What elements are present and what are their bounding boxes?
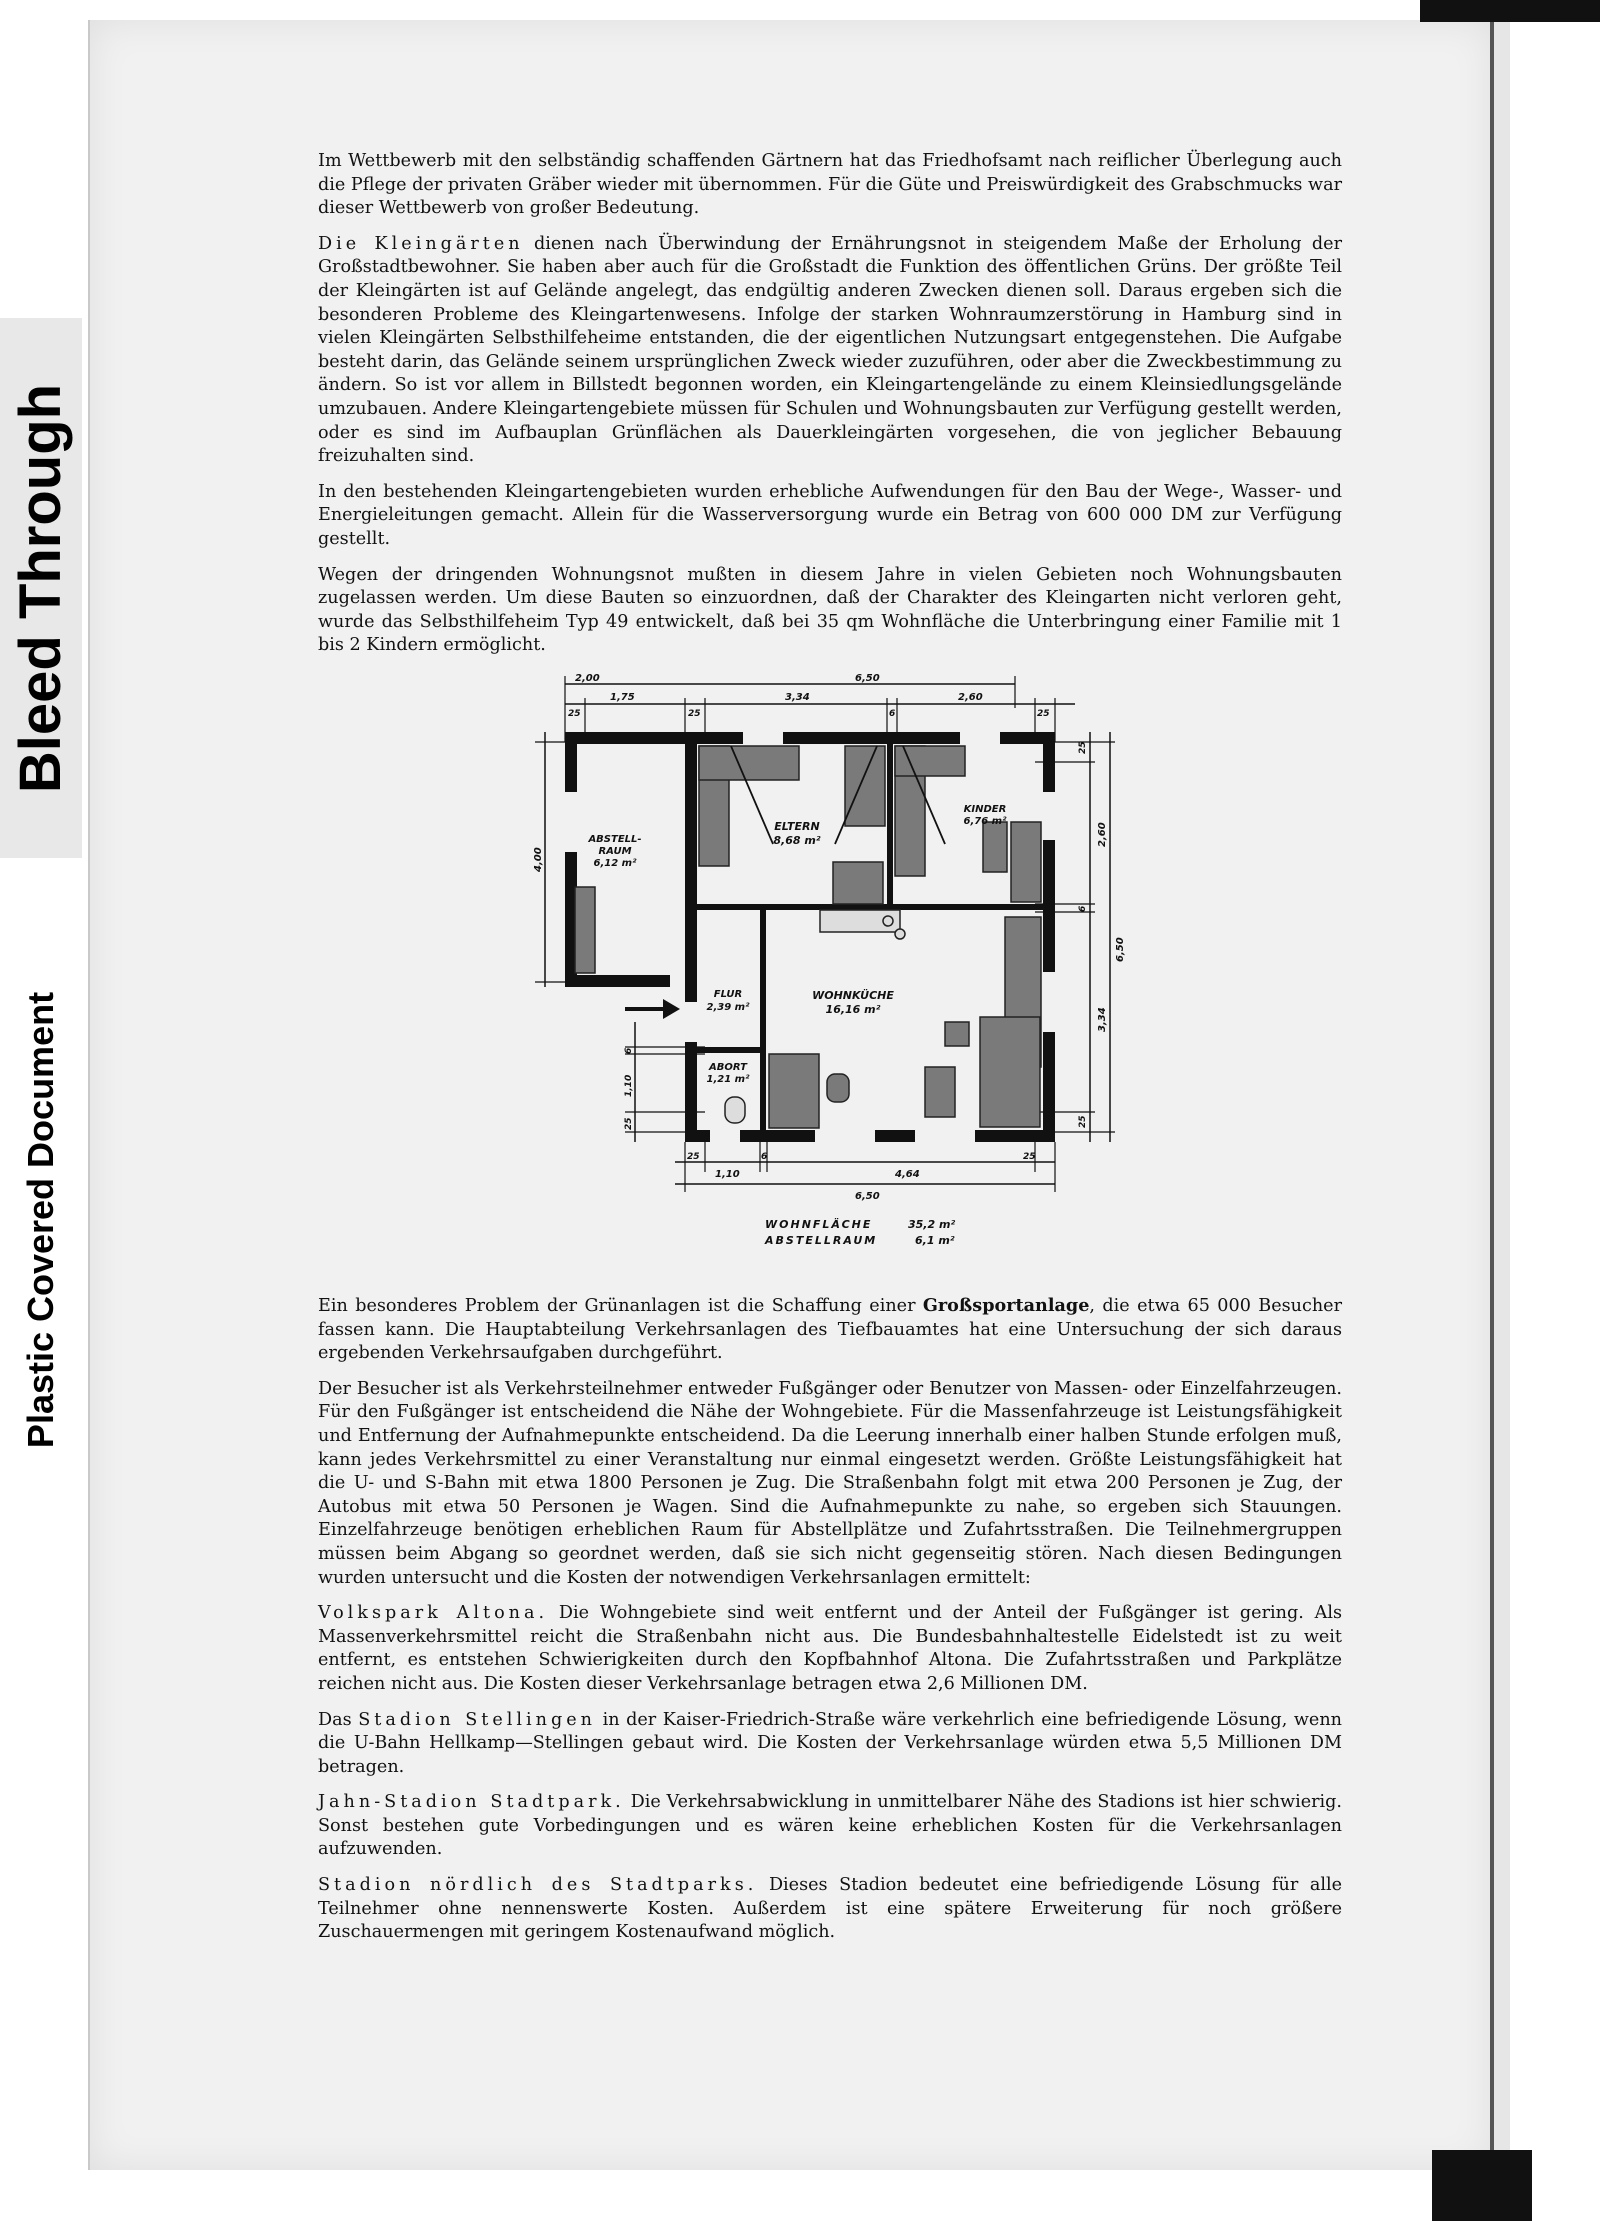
paragraph: Das Stadion Stellingen in der Kaiser-Friedrich-Straße wäre verkehrlich eine befriedigende Lösung, wenn die U-Bahn Hellkamp—Stellingen gebaut wird. Die Kosten der Verkehrsanlage würden etwa 5,5 Millionen DM betragen. (318, 1709, 1343, 1777)
dim-right-d: 3,34 (1097, 1007, 1108, 1032)
room-label-wohnkueche: WOHNKÜCHE (812, 989, 894, 1002)
dim-left-c: 1,10 (624, 1074, 634, 1097)
text-section-bottom (318, 1294, 1342, 1957)
paragraph: Jahn-Stadion Stadtpark. Die Verkehrsabwicklung in unmittelbarer Nähe des Stadions ist hier schwierig. Sonst bestehen gute Vorbedingungen und es wären keine erheblichen Kosten für die Verkehrsanlagen aufzuwenden. (318, 1792, 1342, 1860)
dim-bottom-a: 25 (687, 1152, 700, 1162)
room-area-eltern: 8,68 m² (773, 834, 821, 847)
paragraph: Volkspark Altona. Die Wohngebiete sind weit entfernt und der Anteil der Fußgänger ist gering. Als Massenverkehrsmittel reicht die Straßenbahn nicht aus. Die Bundesbahnhaltestelle Eidelstedt ist zu weit entfernt, es entstehen Schwierigkeiten durch den Kopfbahnhof Altona. Die Zufahrtsstraßen und Parkplätze reichen nicht aus. Die Kosten dieser Verkehrsanlage betragen etwa 2,6 Millionen DM. (318, 1603, 1342, 1694)
dim-top-left: 2,00 (575, 673, 600, 684)
floor-plan-svg (515, 672, 1125, 1252)
corner-marker-bottom (1432, 2150, 1532, 2221)
bleed-through-label: Bleed Through (0, 318, 82, 858)
dim-right-c: 6 (1078, 905, 1088, 912)
dim-right-outer: 6,50 (1115, 937, 1125, 962)
bold-term: Großsportanlage (922, 1295, 1090, 1316)
corner-marker-top (1420, 0, 1600, 22)
dim-top-outer: 6,50 (855, 673, 880, 684)
paragraph: Im Wettbewerb mit den selbständig schaffenden Gärtnern hat das Friedhofsamt nach reiflicher Überlegung auch die Pflege der privaten Gräber wieder mit übernommen. Für die Güte und Preiswürdigkeit des Grabschmucks war dieser Wettbewerb von großer Bedeutung. (318, 151, 1342, 219)
summary-wohn-label: WOHNFLÄCHE (765, 1218, 873, 1231)
dim-top-g: 25 (1037, 709, 1050, 719)
room-label-abort: ABORT (709, 1062, 747, 1073)
room-label-abstell-2: RAUM (598, 846, 632, 857)
dim-bottom-d: 4,64 (895, 1169, 920, 1180)
paragraph: Der Besucher ist als Verkehrsteilnehmer entweder Fußgänger oder Benutzer von Massen- oder Einzelfahrzeugen. Für den Fußgänger ist entscheidend die Nähe der Wohngebiete. Für die Massenfahrzeuge ist Leistungsfähigkeit und Entfernung der Aufnahmepunkte entscheidend. Da die Leerung innerhalb einer halben Stunde erfolgen muß, kann jedes Verkehrsmittel zu einer Veranstaltung nur einmal eingesetzt werden. Größte Leistungsfähigkeit hat die U- und S-Bahn mit etwa 1800 Personen je Zug. Die Straßenbahn folgt mit etwa 200 Personen je Zug, der Autobus mit etwa 50 Personen je Wagen. Sind die Aufnahmepunkte zu nahe, so ergeben sich Stauungen. Einzelfahrzeuge benötigen erheblichen Raum für Abstellplätze und Zufahrtsstraßen. Die Teilnehmergruppen müssen beim Abgang so geordnet werden, daß sie sich nicht gegenseitig stören. Nach diesen Bedingungen wurden untersucht und die Kosten der notwendigen Verkehrsanlagen ermittelt: (318, 1378, 1342, 1588)
spaced-lead: Jahn-Stadion Stadtpark. (318, 1792, 625, 1813)
dim-left-d: 25 (624, 1117, 634, 1130)
summary-abstell-value: 6,1 m² (915, 1234, 955, 1247)
room-label-flur: FLUR (713, 989, 743, 1000)
dim-top-f: 2,60 (958, 692, 983, 703)
room-area-abort: 1,21 m² (706, 1074, 750, 1085)
paragraph: Wegen der dringenden Wohnungsnot mußten in diesem Jahre in vielen Gebieten noch Wohnungsbauten zugelassen werden. Um diese Bauten so einzuordnen, daß der Charakter des Kleingarten nicht verloren geht, wurde das Selbsthilfeheim Typ 49 entwickelt, daß bei 35 qm Wohnfläche die Unterbringung einer Familie mit 1 bis 2 Kindern ermöglicht. (318, 564, 1342, 656)
paragraph: In den bestehenden Kleingartengebieten wurden erhebliche Aufwendungen für den Bau der Wege-, Wasser- und Energieleitungen gemacht. Allein für die Wasserversorgung wurde ein Betrag von 600 000 DM zur Verfügung gestellt. (318, 481, 1342, 549)
spaced-lead: Stadion Stellingen (358, 1709, 596, 1730)
summary-wohn-value: 35,2 m² (908, 1218, 956, 1231)
room-label-abstell: ABSTELL- (588, 834, 642, 845)
room-area-wohnkueche: 16,16 m² (825, 1003, 881, 1016)
floor-plan-figure (515, 672, 1125, 1252)
dim-right-b: 2,60 (1097, 822, 1108, 847)
room-label-kinder: KINDER (963, 804, 1007, 815)
room-area-flur: 2,39 m² (706, 1002, 750, 1013)
page-tab-strip (1494, 20, 1510, 2170)
dim-left-b: 6 (624, 1047, 634, 1054)
dim-top-a: 25 (568, 709, 581, 719)
dim-left-a: 4,00 (533, 847, 544, 872)
dim-bottom-c: 6 (761, 1152, 768, 1162)
spaced-lead: Volkspark Altona. (318, 1603, 549, 1624)
spaced-lead: Die Kleingärten (318, 233, 524, 254)
dim-bottom-b: 1,10 (715, 1169, 740, 1180)
paragraph: Die Kleingärten dienen nach Überwindung der Ernährungsnot in steigendem Maße der Erholung der Großstadtbewohner. Sie haben aber auch für die Großstadt die Funktion des öffentlichen Grüns. Der größte Teil der Kleingärten ist auf Gelände angelegt, das endgültig anderen Zwecken dienen soll. Daraus ergeben sich die besonderen Probleme des Kleingartenwesens. Infolge der starken Wohnraumzerstörung in Hamburg sind in vielen Kleingärten Selbsthilfeheime entstanden, die der eigentlichen Nutzungsart entgegenstehen. Die Aufgabe besteht darin, das Gelände seinem ursprünglichen Zweck wieder zuzuführen, oder aber die Zweckbestimmung zu ändern. So ist vor allem in Billstedt begonnen worden, ein Kleingartengelände zu einem Kleinsiedlungsgelände umzubauen. Andere Kleingartengebiete müssen für Schulen und Wohnungsbauten zur Verfügung gestellt werden, oder es sind im Aufbauplan Grünflächen als Dauerkleingärten vorgesehen, die von jeglicher Bebauung freizuhalten sind. (318, 233, 1342, 467)
spaced-lead: Stadion nördlich des Stadtparks. (318, 1875, 758, 1896)
summary-abstell-label: ABSTELLRAUM (765, 1234, 878, 1247)
dim-right-a: 25 (1078, 741, 1088, 754)
dim-top-d: 3,34 (785, 692, 810, 703)
text-section-top (318, 150, 1342, 670)
dim-top-b: 1,75 (610, 692, 635, 703)
room-area-kinder: 6,76 m² (963, 816, 1007, 827)
paragraph: Ein besonderes Problem der Grünanlagen ist die Schaffung einer Großsportanlage, die etwa 65 000 Besucher fassen kann. Die Hauptabteilung Verkehrsanlagen des Tiefbauamtes hat eine Untersuchung der sich daraus ergebenden Verkehrsaufgaben durchgeführt. (318, 1295, 1342, 1364)
paragraph: Stadion nördlich des Stadtparks. Dieses Stadion bedeutet eine befriedigende Lösung für alle Teilnehmer ohne nennenswerte Kosten. Außerdem ist eine spätere Erweiterung für noch größere Zuschauermengen mit geringem Kostenaufwand möglich. (318, 1875, 1342, 1943)
dim-bottom-outer: 6,50 (855, 1191, 880, 1202)
room-label-eltern: ELTERN (774, 820, 820, 833)
dim-right-e: 25 (1078, 1115, 1088, 1128)
room-area-abstell: 6,12 m² (593, 858, 637, 869)
plastic-covered-label: Plastic Covered Document (0, 935, 82, 1505)
dim-top-e: 6 (889, 709, 896, 719)
dim-top-c: 25 (688, 709, 701, 719)
dim-bottom-e: 25 (1023, 1152, 1036, 1162)
